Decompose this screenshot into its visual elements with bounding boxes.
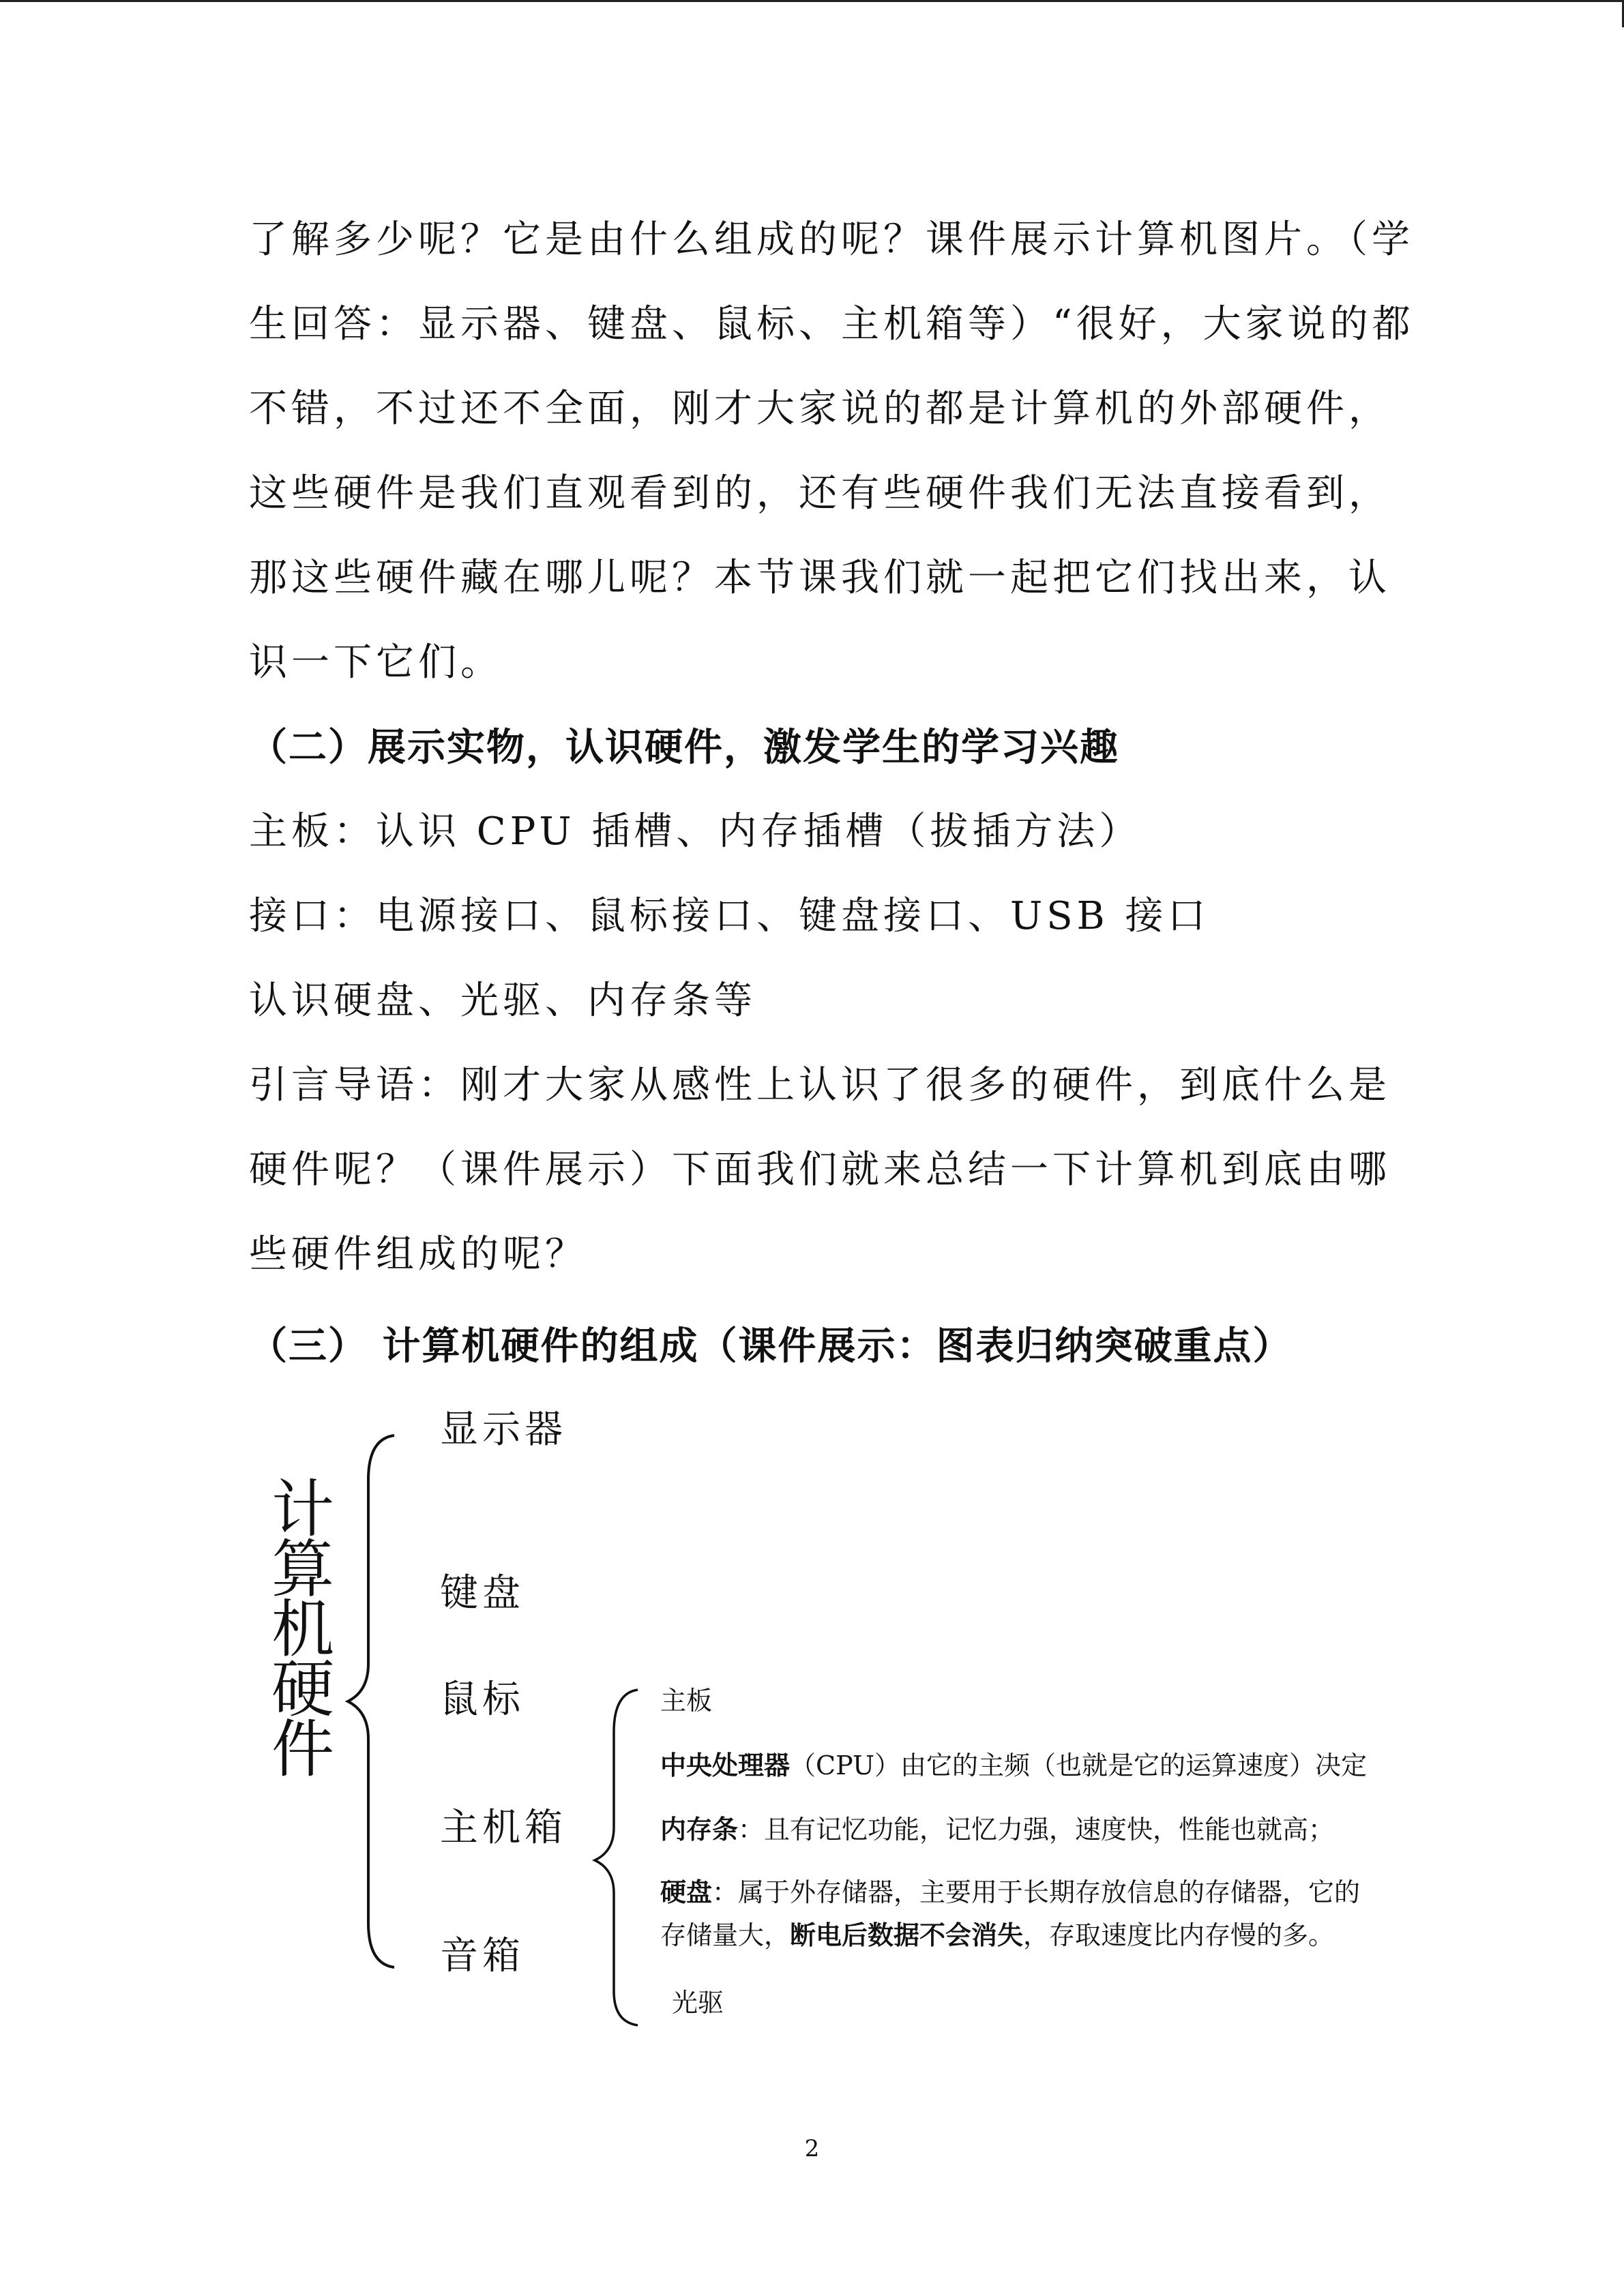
paragraph-line: 生回答：显示器、键盘、鼠标、主机箱等）“很好，大家说的都 [249,302,1415,346]
main-brace [348,1435,394,1967]
section2-line: 些硬件组成的呢？ [249,1232,587,1277]
paragraph-line: 不错，不过还不全面，刚才大家说的都是计算机的外部硬件， [249,387,1391,431]
diagram-item-host: 主机箱 [440,1806,567,1850]
host-part-memory [660,1808,1334,1851]
paragraph-line: 这些硬件是我们直观看到的，还有些硬件我们无法直接看到， [249,471,1391,516]
section2-line: 主板：认识 CPU 插槽、内存插槽（拔插方法） [249,809,1142,854]
disk-desc-b: ，存取速度比内存慢的多。 [1023,1920,1335,1950]
section-heading-2: （二）展示实物，认识硬件，激发学生的学习兴趣 [249,725,1119,770]
paragraph-line: 了解多少呢？它是由什么组成的呢？课件展示计算机图片。（学 [249,218,1414,262]
diagram-root-label: 计算机硬件 [271,1473,335,1786]
paragraph-line: 那这些硬件藏在哪儿呢？本节课我们就一起把它们找出来，认 [249,556,1391,600]
memory-label: 内存条 [660,1814,739,1845]
disk-desc: ：属于外存储器，主要用于长期存放信息的存储器，它的 [712,1877,1361,1907]
section2-line: 引言导语：刚才大家从感性上认识了很多的硬件，到底什么是 [249,1063,1391,1107]
cpu-label: 中央处理器 [660,1750,791,1780]
host-brace [595,1690,638,2025]
section2-line: 认识硬盘、光驱、内存条等 [249,979,756,1023]
paragraph-line: 识一下它们。 [249,640,503,685]
diagram-item-speaker: 音箱 [440,1934,525,1978]
diagram-item-keyboard: 键盘 [440,1571,525,1615]
host-part-disk-line2 [660,1913,1334,1957]
section2-line: 接口：电源接口、鼠标接口、键盘接口、USB 接口 [249,894,1210,938]
section-heading-3: （三） 计算机硬件的组成（课件展示：图表归纳突破重点） [249,1324,1293,1369]
page-number: 2 [804,2135,820,2162]
diagram-item-monitor: 显示器 [440,1407,567,1452]
disk-desc-bold: 断电后数据不会消失 [790,1920,1024,1950]
host-part-motherboard: 主板 [660,1686,713,1716]
cpu-desc: （CPU）由它的主频（也就是它的运算速度）决定 [790,1750,1368,1780]
disk-desc-a: 存储量大， [660,1920,791,1950]
diagram-item-mouse: 鼠标 [440,1678,525,1722]
host-part-disk [660,1870,1360,1914]
host-part-cpu [660,1744,1367,1787]
section2-line: 硬件呢？（课件展示）下面我们就来总结一下计算机到底由哪 [249,1148,1391,1192]
memory-desc: ：且有记忆功能，记忆力强，速度快，性能也就高； [738,1815,1335,1845]
disk-label: 硬盘 [660,1877,713,1907]
host-part-optical: 光驱 [672,1988,724,2018]
